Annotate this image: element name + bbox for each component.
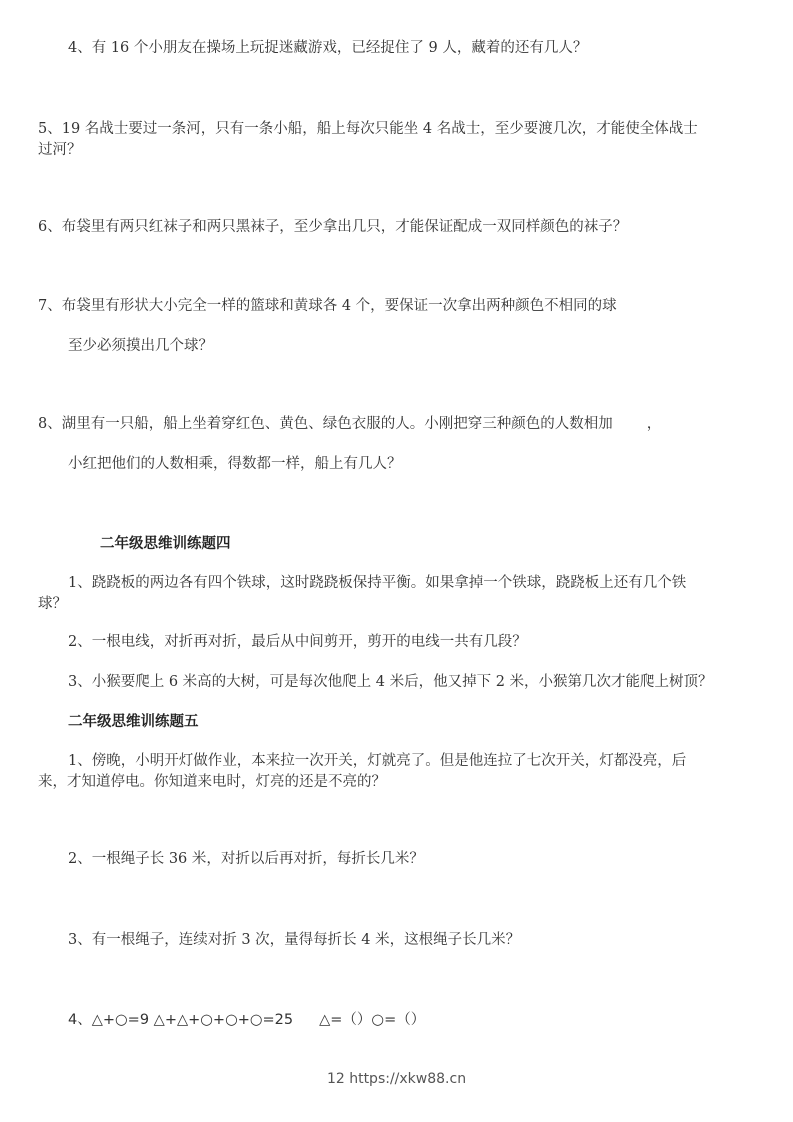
question-8-comma: ， — [646, 416, 662, 432]
question-7-line-1: 7、布袋里有形状大小完全一样的篮球和黄球各 4 个，要保证一次拿出两种颜色不相同的球 — [38, 298, 617, 314]
s5-question-1-line-1: 1、傍晚，小明开灯做作业，本来拉一次开关，灯就亮了。但是他连拉了七次开关，灯都没亮，后 — [68, 753, 687, 769]
s4-question-1-line-1: 1、跷跷板的两边各有四个铁球，这时跷跷板保持平衡。如果拿掉一个铁球，跷跷板上还有几个铁 — [68, 575, 687, 591]
question-4: 4、有 16 个小朋友在操场上玩捉迷藏游戏，已经捉住了 9 人，藏着的还有几人？ — [68, 40, 588, 56]
s5-question-4-answers: △=（）○=（） — [319, 1012, 426, 1028]
question-8-line-2: 小红把他们的人数相乘，得数都一样，船上有几人？ — [68, 456, 402, 472]
question-8-line-1 — [38, 414, 661, 434]
s5-question-1-line-2: 来，才知道停电。你知道来电时，灯亮的还是不亮的？ — [38, 774, 386, 790]
s5-question-2: 2、一根绳子长 36 米，对折以后再对折，每折长几米？ — [68, 851, 424, 867]
s4-question-3: 3、小猴要爬上 6 米高的大树，可是每次他爬上 4 米后，他又掉下 2 米，小猴第几次才能爬上树顶？ — [68, 674, 713, 690]
question-5-line-2: 过河？ — [38, 142, 82, 158]
question-5-line-1: 5、19 名战士要过一条河，只有一条小船，船上每次只能坐 4 名战士，至少要渡几次，才能使全体战士 — [38, 121, 698, 137]
question-6: 6、布袋里有两只红袜子和两只黑袜子，至少拿出几只，才能保证配成一双同样颜色的袜子？ — [38, 219, 628, 235]
question-7-line-2: 至少必须摸出几个球？ — [68, 338, 213, 354]
section-5-title: 二年级思维训练题五 — [68, 714, 199, 730]
page-footer: 12 https://xkw88.cn — [326, 1071, 467, 1087]
s5-question-4-equations: 4、△+○=9 △+△+○+○+○=25 — [68, 1012, 294, 1028]
s4-question-2: 2、一根电线，对折再对折，最后从中间剪开，剪开的电线一共有几段？ — [68, 634, 527, 650]
s5-question-3: 3、有一根绳子，连续对折 3 次，量得每折长 4 米，这根绳子长几米？ — [68, 932, 521, 948]
section-4-title: 二年级思维训练题四 — [100, 536, 231, 552]
s4-question-1-line-2: 球？ — [38, 596, 67, 612]
question-8-text: 8、湖里有一只船，船上坐着穿红色、黄色、绿色衣服的人。小刚把穿三种颜色的人数相加 — [38, 416, 613, 432]
s5-question-4 — [68, 1010, 425, 1030]
